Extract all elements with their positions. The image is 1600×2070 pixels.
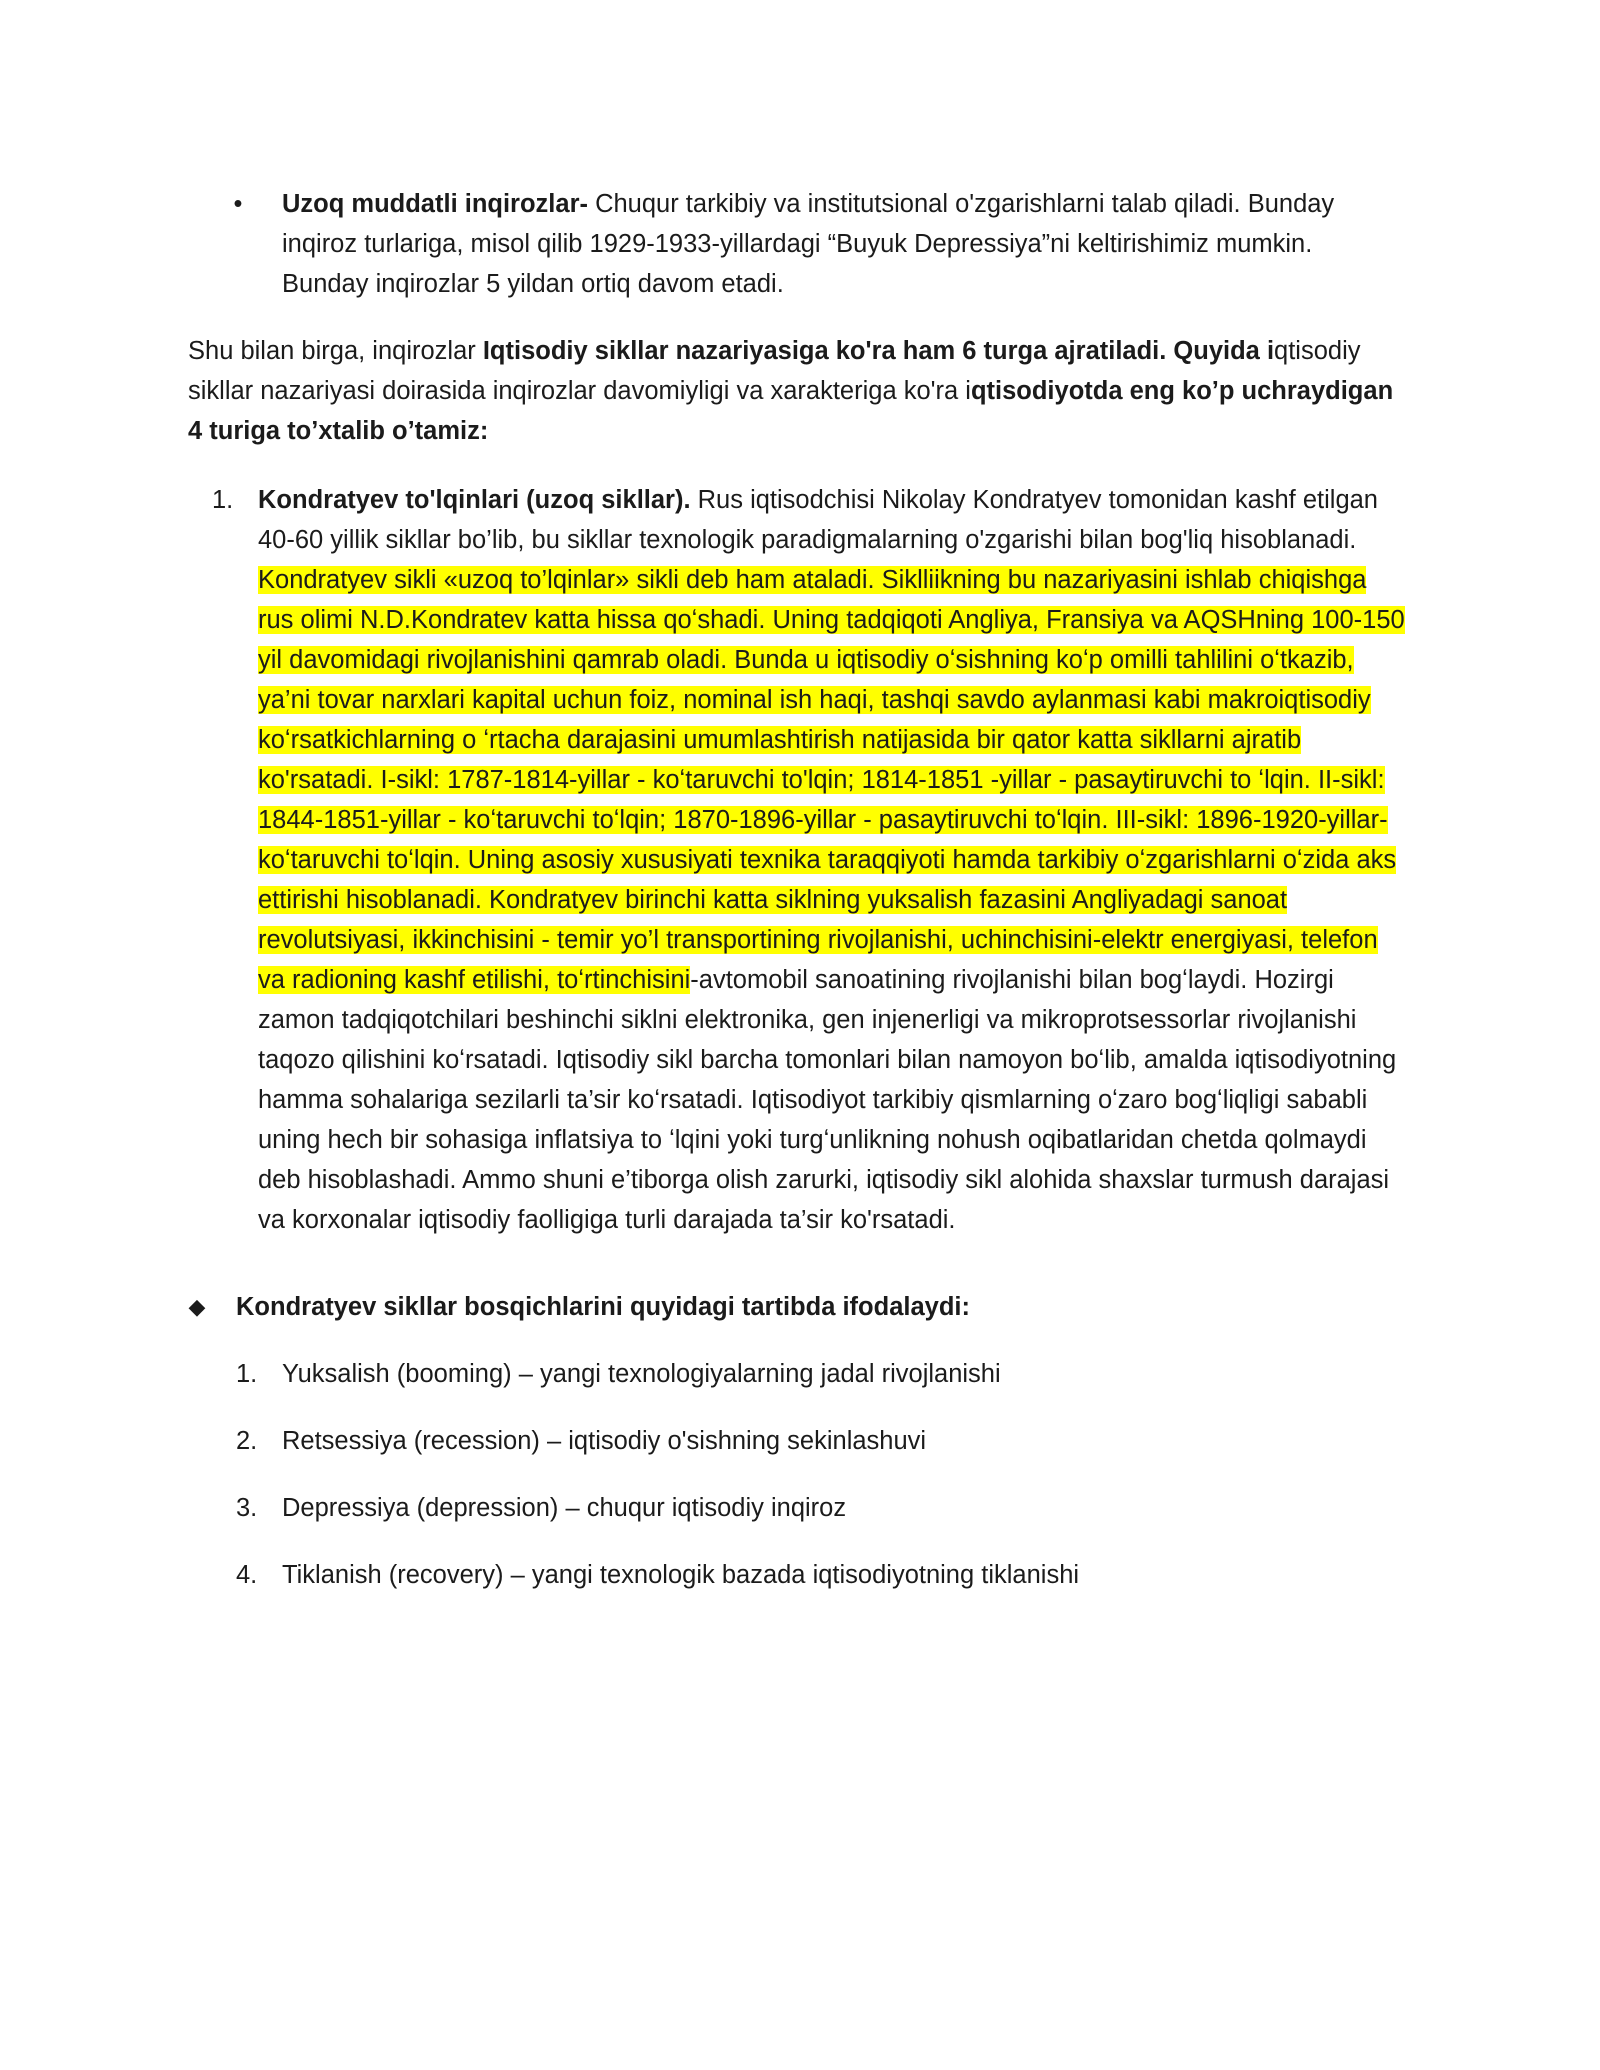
item-bold-title: Kondratyev to'lqinlari (uzoq sikllar). bbox=[258, 486, 691, 514]
intro-paragraph bbox=[188, 331, 1410, 451]
phase-text: Retsessiya (recession) – iqtisodiy o'sishning sekinlashuvi bbox=[282, 1427, 927, 1455]
intro-bold-2: qtisodiyotda eng ko’p uchraydigan 4 turiga to’xtalib o’tamiz: bbox=[188, 377, 1394, 445]
phase-number: 3. bbox=[236, 1494, 258, 1522]
phase-number: 1. bbox=[236, 1360, 258, 1388]
item-text-highlighted: Kondratyev sikli «uzoq to’lqinlar» sikli deb ham ataladi. Siklliikning bu nazariyasini ishlab chiqishga rus olimi N.D.Kondratev katta hissa qoʻshadi. Uning tadqiqoti Angliya, Fransiya va AQSHning 100-150 yil davomidagi rivojlanishini qamrab oladi. Bunda u iqtisodiy oʻsishning koʻp omilli tahlilini oʻtkazib, ya’ni tovar narxlari kapital uchun foiz, nominal ish haqi, tashqi savdo aylanmasi kabi makroiqtisodiy koʻrsatkichlarning o ʻrtacha darajasini umumlashtirish natijasida bir qator katta sikllarni ajratib ko'rsatadi. I-sikl: 1787-1814-yillar - koʻtaruvchi to'lqin; 1814-1851 -yillar - pasaytiruvchi to ʻlqin. II-sikl: 1844-1851-yillar - koʻtaruvchi toʻlqin; 1870-1896-yillar - pasaytiruvchi toʻlqin. III-sikl: 1896-1920-yillar-koʻtaruvchi toʻlqin. Uning asosiy xususiyati texnika taraqqiyoti hamda tarkibiy oʻzgarishlarni oʻzida aks ettirishi hisoblanadi. Kondratyev birinchi katta siklning yuksalish fazasini Angliyadagi sanoat revolutsiyasi, ikkinchisini - temir yo’l transportining rivojlanishi, uchinchisini-elektr energiyasi, telefon va radioning kashf etilishi, toʻrtinchisini bbox=[258, 566, 1405, 994]
item-body bbox=[258, 480, 1408, 1240]
intro-bold-1: Iqtisodiy sikllar nazariyasiga ko'ra ham 6 turga ajratiladi. Quyida i bbox=[482, 337, 1275, 365]
bullet-bold-term: Uzoq muddatli inqirozlar- bbox=[282, 190, 588, 218]
phase-text: Yuksalish (booming) – yangi texnologiyalarning jadal rivojlanishi bbox=[282, 1360, 1001, 1388]
item-text-plain: Rus iqtisodchisi Nikolay Kondratyev tomonidan kashf etilgan 40-60 yillik sikllar bo’lib, bu sikllar texnologik paradigmalarning o'zgarishi bilan bog'liq hisoblanadi. bbox=[258, 486, 1378, 554]
phase-number: 2. bbox=[236, 1427, 258, 1455]
intro-text-1: Shu bilan birga, inqirozlar bbox=[188, 337, 483, 365]
bullet-description: Chuqur tarkibiy va institutsional o'zgarishlarni talab qiladi. Bunday inqiroz turlariga, misol qilib 1929-1933-yillardagi “Buyuk Depressiya”ni keltirishimiz mumkin. Bunday inqirozlar 5 yildan ortiq davom etadi. bbox=[282, 190, 1335, 298]
item-text-tail: -avtomobil sanoatining rivojlanishi bilan bogʻlaydi. Hozirgi zamon tadqiqotchilari beshinchi siklni elektronika, gen injenerligi va mikroprotsessorlar rivojlanishi taqozo qilishini koʻrsatadi. Iqtisodiy sikl barcha tomonlari bilan namoyon boʻlib, amalda iqtisodiyotning hamma sohalariga sezilarli ta’sir koʻrsatadi. Iqtisodiyot tarkibiy qismlarning oʻzaro bogʻliqligi sababli uning hech bir sohasiga inflatsiya to ʻlqini yoki turgʻunlikning nohush oqibatlaridan chetda qolmaydi deb hisoblashadi. Ammo shuni e’tiborga olish zarurki, iqtisodiy sikl alohida shaxslar turmush darajasi va korxonalar iqtisodiy faolligiga turli darajada ta’sir ko'rsatadi. bbox=[258, 966, 1397, 1234]
bullet-text bbox=[282, 184, 1392, 304]
diamond-bullet-icon: ◆ bbox=[188, 1294, 206, 1319]
phases-heading: Kondratyev sikllar bosqichlarini quyidagi tartibda ifodalaydi: bbox=[236, 1293, 970, 1321]
bullet-icon: • bbox=[233, 190, 243, 218]
intro-text-2: qtisodiy sikllar nazariyasi doirasida inqirozlar davomiyligi va xarakteriga ko'ra i bbox=[188, 337, 1361, 405]
phase-number: 4. bbox=[236, 1561, 258, 1589]
phase-text: Tiklanish (recovery) – yangi texnologik bazada iqtisodiyotning tiklanishi bbox=[282, 1561, 1080, 1589]
phase-text: Depressiya (depression) – chuqur iqtisodiy inqiroz bbox=[282, 1494, 847, 1522]
list-number: 1. bbox=[212, 486, 234, 514]
